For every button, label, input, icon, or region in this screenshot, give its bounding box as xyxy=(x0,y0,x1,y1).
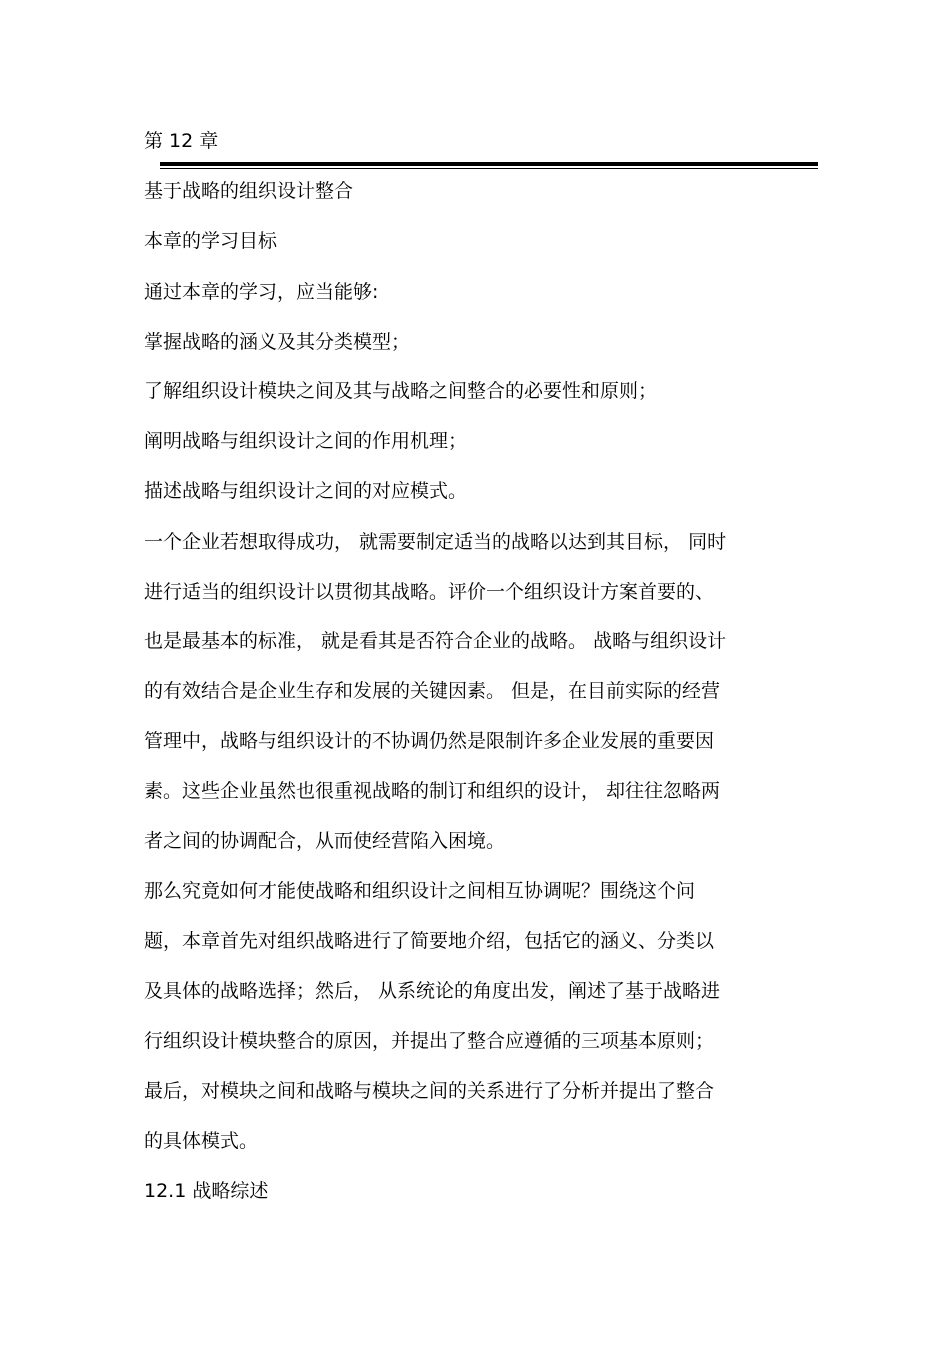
paragraph-line: 及具体的战略选择；然后， 从系统论的角度出发，阐述了基于战略进 xyxy=(144,980,721,1002)
objective-item: 描述战略与组织设计之间的对应模式。 xyxy=(144,480,468,502)
paragraph-line: 一个企业若想取得成功， 就需要制定适当的战略以达到其目标， 同时 xyxy=(144,531,727,553)
objective-item: 了解组织设计模块之间及其与战略之间整合的必要性和原则； xyxy=(144,380,658,402)
objective-item: 掌握战略的涵义及其分类模型； xyxy=(144,331,411,353)
chapter-divider-thin xyxy=(160,168,818,169)
paragraph-line: 的有效结合是企业生存和发展的关键因素。 但是，在目前实际的经营 xyxy=(144,680,721,702)
paragraph-line: 进行适当的组织设计以贯彻其战略。评价一个组织设计方案首要的、 xyxy=(144,581,715,603)
objectives-intro: 通过本章的学习，应当能够: xyxy=(144,281,379,303)
chapter-label: 第 12 章 xyxy=(144,130,219,152)
chapter-divider-thick xyxy=(160,162,818,166)
chapter-title: 基于战略的组织设计整合 xyxy=(144,180,354,202)
objective-item: 阐明战略与组织设计之间的作用机理； xyxy=(144,430,468,452)
objectives-heading: 本章的学习目标 xyxy=(144,230,278,252)
paragraph-line: 素。这些企业虽然也很重视战略的制订和组织的设计， 却往往忽略两 xyxy=(144,780,721,802)
paragraph-line: 的具体模式。 xyxy=(144,1130,259,1152)
paragraph-line: 最后，对模块之间和战略与模块之间的关系进行了分析并提出了整合 xyxy=(144,1080,715,1102)
section-heading: 12.1 战略综述 xyxy=(144,1180,269,1202)
paragraph-line: 题，本章首先对组织战略进行了简要地介绍，包括它的涵义、分类以 xyxy=(144,930,715,952)
paragraph-line: 也是最基本的标准， 就是看其是否符合企业的战略。 战略与组织设计 xyxy=(144,630,727,652)
paragraph-line: 行组织设计模块整合的原因，并提出了整合应遵循的三项基本原则； xyxy=(144,1030,715,1052)
paragraph-line: 者之间的协调配合，从而使经营陷入困境。 xyxy=(144,830,506,852)
paragraph-line: 管理中，战略与组织设计的不协调仍然是限制许多企业发展的重要因 xyxy=(144,730,715,752)
paragraph-line: 那么究竟如何才能使战略和组织设计之间相互协调呢？围绕这个问 xyxy=(144,880,696,902)
